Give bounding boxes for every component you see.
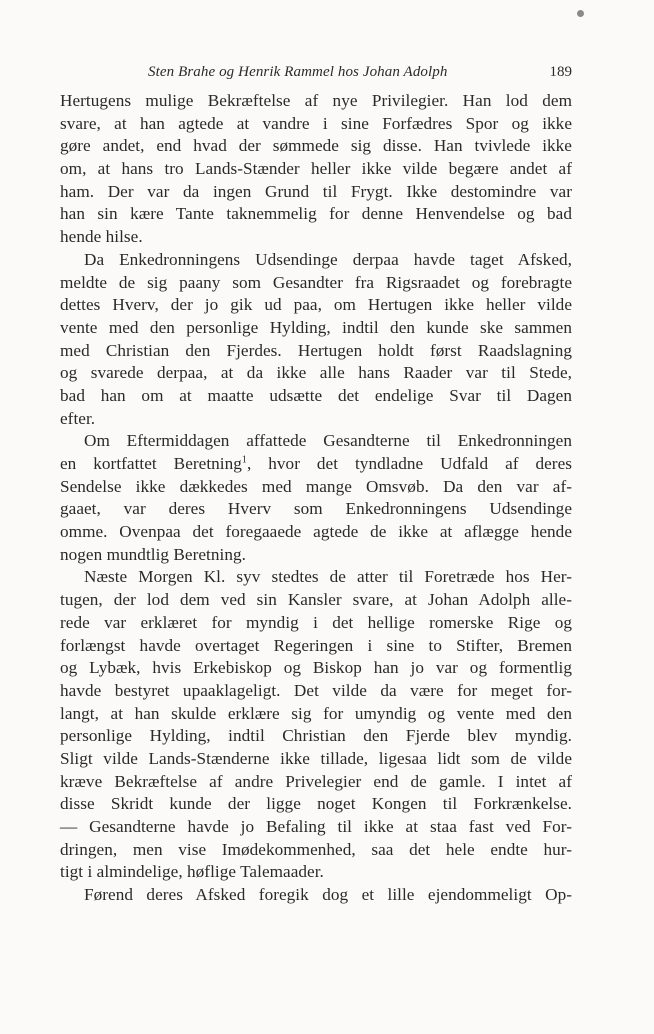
- text-line: — Gesandterne havde jo Befaling til ikke at staa fast ved For-: [60, 817, 572, 836]
- text-line: bad han om at maatte udsætte det endelige Svar til Dagen: [60, 385, 572, 405]
- text-line: Sendelse ikke dækkedes med mange Omsvøb. Da den var af-: [60, 476, 572, 496]
- text-line: tigt i almindelige, høflige Talemaader.: [60, 862, 324, 882]
- page-number: 189: [549, 64, 572, 80]
- text-line: nogen mundtlig Beretning.: [60, 544, 246, 564]
- text-line: disse Skridt kunde der ligge noget Kongen til Forkrænkelse.: [60, 794, 572, 814]
- text-line: Førend deres Afsked foregik dog et lille ejendommeligt Op-: [84, 885, 572, 905]
- text-line: om, at hans tro Lands-Stænder heller ikke vilde begære andet af: [60, 159, 572, 179]
- paragraph-4: [60, 566, 572, 884]
- text-line: og Lybæk, hvis Erkebiskop og Biskop han jo var og formentlig: [60, 658, 572, 678]
- page-scan-dot: [577, 10, 584, 17]
- text-line: med Christian den Fjerdes. Hertugen holdt først Raadslagning: [60, 340, 572, 360]
- paragraph-3: [60, 430, 572, 566]
- text-line: efter.: [60, 408, 96, 428]
- running-title: Sten Brahe og Henrik Rammel hos Johan Adolph: [148, 64, 448, 80]
- text-line: gaaet, var deres Hverv som Enkedronningens Udsendinge: [60, 499, 572, 519]
- text-line: dringen, men vise Imødekommenhed, saa det hele endte hur-: [60, 839, 572, 859]
- text-line: rede var erklæret for myndig i det hellige romerske Rige og: [60, 612, 572, 632]
- text-line: Sligt vilde Lands-Stænderne ikke tillade, ligesaa lidt som de vilde: [60, 748, 572, 768]
- text-line: Næste Morgen Kl. syv stedtes de atter til Foretræde hos Her-: [84, 567, 572, 587]
- text-line: han sin kære Tante taknemmelig for denne Henvendelse og bad: [60, 204, 572, 224]
- text-line: personlige Hylding, indtil Christian den Fjerde blev myndig.: [60, 726, 572, 746]
- body-text: [60, 90, 572, 907]
- text-line: omme. Ovenpaa det foregaaede agtede de ikke at aflægge hende: [60, 522, 572, 542]
- text-line: og svarede derpaa, at da ikke alle hans Raader var til Stede,: [60, 363, 572, 383]
- text-line: havde bestyret upaaklageligt. Det vilde da være for meget for-: [60, 680, 572, 700]
- text-fragment: en kortfattet Beretning: [60, 454, 242, 473]
- running-head: [60, 64, 572, 86]
- footnote-reference: 1: [241, 454, 247, 466]
- text-line: ham. Der var da ingen Grund til Frygt. Ikke destomindre var: [60, 181, 572, 201]
- text-line: tugen, der lod dem ved sin Kansler svare, at Johan Adolph alle-: [60, 590, 572, 610]
- text-line: gøre andet, end hvad der sømmede sig disse. Han tvivlede ikke: [60, 136, 572, 156]
- text-line: Da Enkedronningens Udsendinge derpaa havde taget Afsked,: [84, 249, 572, 269]
- text-line: kræve Bekræftelse af andre Privelegier end de gamle. I intet af: [60, 771, 572, 791]
- text-line: Om Eftermiddagen affattede Gesandterne til Enkedronningen: [84, 431, 572, 451]
- text-line: langt, at han skulde erklære sig for umyndig og vente med den: [60, 703, 572, 723]
- text-line: Hertugens mulige Bekræftelse af nye Privilegier. Han lod dem: [60, 91, 572, 110]
- text-line: dettes Hverv, der jo gik ud paa, om Hertugen ikke heller vilde: [60, 295, 572, 315]
- text-line: meldte de sig paany som Gesandter fra Rigsraadet og forebragte: [60, 272, 572, 292]
- text-line: forlængst havde overtaget Regeringen i sine to Stifter, Bremen: [60, 635, 572, 655]
- paragraph-5: [60, 884, 572, 907]
- paragraph-2: [60, 249, 572, 431]
- paragraph-1: [60, 90, 572, 249]
- text-line: vente med den personlige Hylding, indtil den kunde ske sammen: [60, 317, 572, 337]
- text-line: hende hilse.: [60, 227, 143, 247]
- text-line-with-footnote: [60, 453, 572, 476]
- text-line: svare, at han agtede at vandre i sine Forfædres Spor og ikke: [60, 113, 572, 133]
- text-fragment: , hvor det tyndladne Udfald af deres: [246, 454, 572, 473]
